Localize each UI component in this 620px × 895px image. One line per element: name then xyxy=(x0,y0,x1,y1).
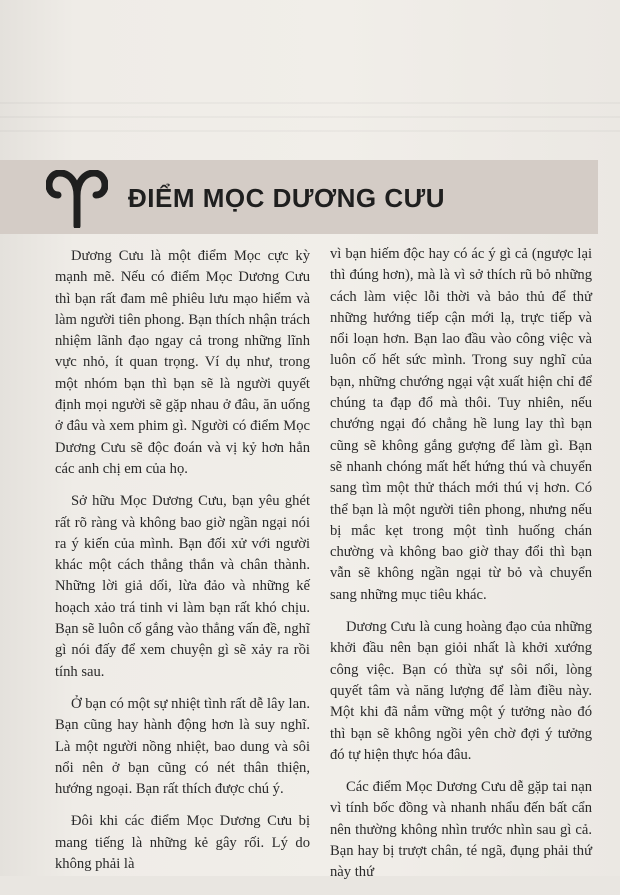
paragraph: Dương Cưu là một điểm Mọc cực kỳ mạnh mẽ. Nếu có điểm Mọc Dương Cưu thì bạn rất đam mê phiêu lưu mạo hiểm và làm người tiên phong. Bạn thích nhận trách nhiệm lãnh đạo ngay cả trong những lĩnh vực nhỏ, ít quan trọng. Ví dụ như, trong một nhóm bạn thì bạn sẽ là người quyết định mọi người sẽ gặp nhau ở đâu, ăn uống ở đâu và xem phim gì. Người có điểm Mọc Dương Cưu sẽ độc đoán và vị kỷ hơn hẳn các anh chị em của họ. xyxy=(55,248,310,477)
paragraph: Dương Cưu là cung hoàng đạo của những khởi đầu nên bạn giỏi nhất là khởi xướng công việc. Bạn có thừa sự sôi nổi, lòng quyết tâm và năng lượng để làm điều này. Một khi đã nắm vững một ý tưởng nào đó thì bạn sẽ không ngồi yên chờ đợi ý tưởng đó tự hiện thực hóa đâu. xyxy=(330,619,592,763)
paragraph: Sở hữu Mọc Dương Cưu, bạn yêu ghét rất rõ ràng và không bao giờ ngần ngại nói ra ý kiến của mình. Bạn đối xử với người khác một cách thẳng thắn và chân thành. Những lời giả dối, lừa đảo và những kế hoạch xảo trá tinh vi làm bạn rất khó chịu. Bạn sẽ luôn cố gắng vào thẳng vấn đề, nghĩ gì nói đấy để xem chuyện gì sẽ xảy ra rồi tính sau. xyxy=(55,493,310,680)
right-column xyxy=(330,244,592,895)
paragraph: Đôi khi các điểm Mọc Dương Cưu bị mang tiếng là những kẻ gây rối. Lý do không phải là xyxy=(55,813,310,873)
paragraph: Các điểm Mọc Dương Cưu dễ gặp tai nạn vì tính bốc đồng và nhanh nhẩu đến bất cẩn nên thường không nhìn trước nhìn sau gì cả. Bạn hay bị trượt chân, té ngã, đụng phải thứ này thứ xyxy=(330,779,592,881)
left-column xyxy=(55,246,310,886)
show-through-text xyxy=(0,92,620,132)
page-title: ĐIỂM MỌC DƯƠNG CƯU xyxy=(128,183,445,213)
paragraph: vì bạn hiếm độc hay có ác ý gì cả (ngược lại thì đúng hơn), mà là vì sở thích rũ bỏ những cách làm việc lỗi thời và bảo thủ để thử những hướng tiếp cận mới lạ, trực tiếp và nổi loạn hơn. Bạn lao đầu vào công việc và luôn cố hết sức mình. Trong suy nghĩ của bạn, những chướng ngại vật xuất hiện chỉ để chúng ta đạp đổ mà thôi. Tuy nhiên, nếu chướng ngại đó chẳng hề lung lay thì bạn cũng sẽ không gắng gượng để làm gì. Bạn sẽ nhanh chóng mất hết hứng thú và chuyển sang tìm một thử thách mới thú vị hơn. Có thể bạn là một người tiên phong, nhưng nếu bị mắc kẹt trong một tình huống chán chường và không bao giờ thay đổi thì bạn vẫn sẽ không ngần ngại từ bỏ và chuyển sang những mục tiêu khác. xyxy=(330,246,592,603)
paragraph: Ở bạn có một sự nhiệt tình rất dễ lây lan. Bạn cũng hay hành động hơn là suy nghĩ. Là một người nồng nhiệt, bao dung và sôi nổi nên ở bạn cũng có nét thân thiện, hướng ngoại. Bạn rất thích được chú ý. xyxy=(55,695,310,798)
aries-symbol-icon xyxy=(46,170,108,228)
